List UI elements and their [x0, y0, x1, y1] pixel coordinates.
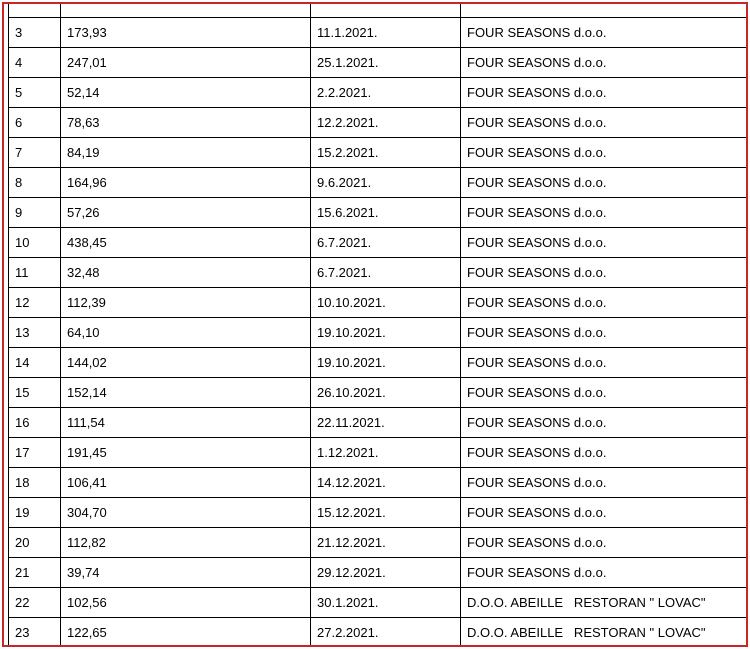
vendor-cell: FOUR SEASONS d.o.o.: [461, 168, 749, 198]
amount-cell: 304,70: [61, 498, 311, 528]
table-row: [9, 258, 749, 288]
amount-cell: 122,65: [61, 618, 311, 648]
vendor-cell: FOUR SEASONS d.o.o.: [461, 468, 749, 498]
table-row: [9, 438, 749, 468]
amount-cell: 164,96: [61, 168, 311, 198]
table-row: [9, 138, 749, 168]
table-row: [9, 588, 749, 618]
vendor-cell: FOUR SEASONS d.o.o.: [461, 378, 749, 408]
vendor-cell: FOUR SEASONS d.o.o.: [461, 138, 749, 168]
table-row: [9, 168, 749, 198]
table-row: [9, 318, 749, 348]
row-number-cell: 7: [9, 138, 61, 168]
amount-cell: 247,01: [61, 48, 311, 78]
date-cell: 15.2.2021.: [311, 138, 461, 168]
date-cell: 2.2.2021.: [311, 78, 461, 108]
table-row: [9, 558, 749, 588]
table-row: [9, 348, 749, 378]
date-cell: 6.7.2021.: [311, 228, 461, 258]
date-cell: 19.10.2021.: [311, 318, 461, 348]
row-number-cell: 4: [9, 48, 61, 78]
amount-cell: 173,93: [61, 18, 311, 48]
row-number-cell: 19: [9, 498, 61, 528]
vendor-cell: FOUR SEASONS d.o.o.: [461, 108, 749, 138]
date-cell: 27.2.2021.: [311, 618, 461, 648]
vendor-cell: FOUR SEASONS d.o.o.: [461, 198, 749, 228]
vendor-cell: FOUR SEASONS d.o.o.: [461, 318, 749, 348]
table-row: [9, 528, 749, 558]
amount-cell: 64,10: [61, 318, 311, 348]
vendor-cell: FOUR SEASONS d.o.o.: [461, 348, 749, 378]
date-cell: 21.12.2021.: [311, 528, 461, 558]
table-row: [9, 468, 749, 498]
table-row: [9, 48, 749, 78]
row-number-cell: 22: [9, 588, 61, 618]
row-number-cell: 23: [9, 618, 61, 648]
row-number-cell: 13: [9, 318, 61, 348]
date-cell: 25.1.2021.: [311, 48, 461, 78]
vendor-cell: FOUR SEASONS d.o.o.: [461, 48, 749, 78]
amount-cell: 106,41: [61, 468, 311, 498]
date-cell: 9.6.2021.: [311, 168, 461, 198]
expense-table: [8, 2, 748, 647]
vendor-cell: FOUR SEASONS d.o.o.: [461, 528, 749, 558]
table-row: [9, 408, 749, 438]
table-row: [9, 498, 749, 528]
amount-cell: 39,74: [61, 558, 311, 588]
date-cell: 6.7.2021.: [311, 258, 461, 288]
date-cell: 14.12.2021.: [311, 468, 461, 498]
table-row: [9, 288, 749, 318]
amount-cell: 52,14: [61, 78, 311, 108]
amount-cell: 78,63: [61, 108, 311, 138]
date-cell: 15.12.2021.: [311, 498, 461, 528]
document-frame: [2, 2, 748, 647]
date-cell: 26.10.2021.: [311, 378, 461, 408]
row-number-cell: 12: [9, 288, 61, 318]
date-cell: 30.1.2021.: [311, 588, 461, 618]
date-cell: 29.12.2021.: [311, 558, 461, 588]
vendor-cell: D.O.O. ABEILLE RESTORAN " LOVAC": [461, 588, 749, 618]
table-row: [9, 108, 749, 138]
vendor-cell: FOUR SEASONS d.o.o.: [461, 228, 749, 258]
date-cell: 12.2.2021.: [311, 108, 461, 138]
amount-cell: 102,56: [61, 588, 311, 618]
amount-cell: 438,45: [61, 228, 311, 258]
amount-cell: 152,14: [61, 378, 311, 408]
row-number-cell: 3: [9, 18, 61, 48]
amount-cell: 32,48: [61, 258, 311, 288]
amount-cell: 191,45: [61, 438, 311, 468]
amount-cell: 112,82: [61, 528, 311, 558]
row-number-cell: 18: [9, 468, 61, 498]
date-cell: 11.1.2021.: [311, 18, 461, 48]
row-number-cell: 20: [9, 528, 61, 558]
row-number-cell: 8: [9, 168, 61, 198]
vendor-cell: FOUR SEASONS d.o.o.: [461, 18, 749, 48]
table-row: [9, 228, 749, 258]
date-cell: 19.10.2021.: [311, 348, 461, 378]
row-number-cell: 17: [9, 438, 61, 468]
table-row: [9, 78, 749, 108]
date-cell: 1.12.2021.: [311, 438, 461, 468]
row-number-cell: 15: [9, 378, 61, 408]
vendor-cell: FOUR SEASONS d.o.o.: [461, 558, 749, 588]
row-number-cell: 5: [9, 78, 61, 108]
vendor-cell: FOUR SEASONS d.o.o.: [461, 288, 749, 318]
date-cell: 22.11.2021.: [311, 408, 461, 438]
vendor-cell: D.O.O. ABEILLE RESTORAN " LOVAC": [461, 618, 749, 648]
row-number-cell: 9: [9, 198, 61, 228]
table-row: [9, 378, 749, 408]
table-row: [9, 198, 749, 228]
row-number-cell: 21: [9, 558, 61, 588]
vendor-cell: FOUR SEASONS d.o.o.: [461, 78, 749, 108]
date-cell: 10.10.2021.: [311, 288, 461, 318]
vendor-cell: FOUR SEASONS d.o.o.: [461, 408, 749, 438]
amount-cell: 57,26: [61, 198, 311, 228]
vendor-cell: FOUR SEASONS d.o.o.: [461, 498, 749, 528]
amount-cell: 112,39: [61, 288, 311, 318]
row-number-cell: 14: [9, 348, 61, 378]
table-row: [9, 618, 749, 648]
amount-cell: 111,54: [61, 408, 311, 438]
row-number-cell: 6: [9, 108, 61, 138]
vendor-cell: FOUR SEASONS d.o.o.: [461, 438, 749, 468]
table-row-partial: [9, 2, 749, 18]
amount-cell: 84,19: [61, 138, 311, 168]
date-cell: 15.6.2021.: [311, 198, 461, 228]
amount-cell: 144,02: [61, 348, 311, 378]
row-number-cell: 10: [9, 228, 61, 258]
vendor-cell: FOUR SEASONS d.o.o.: [461, 258, 749, 288]
table-row: [9, 18, 749, 48]
row-number-cell: 16: [9, 408, 61, 438]
table-body: [9, 2, 749, 647]
row-number-cell: 11: [9, 258, 61, 288]
